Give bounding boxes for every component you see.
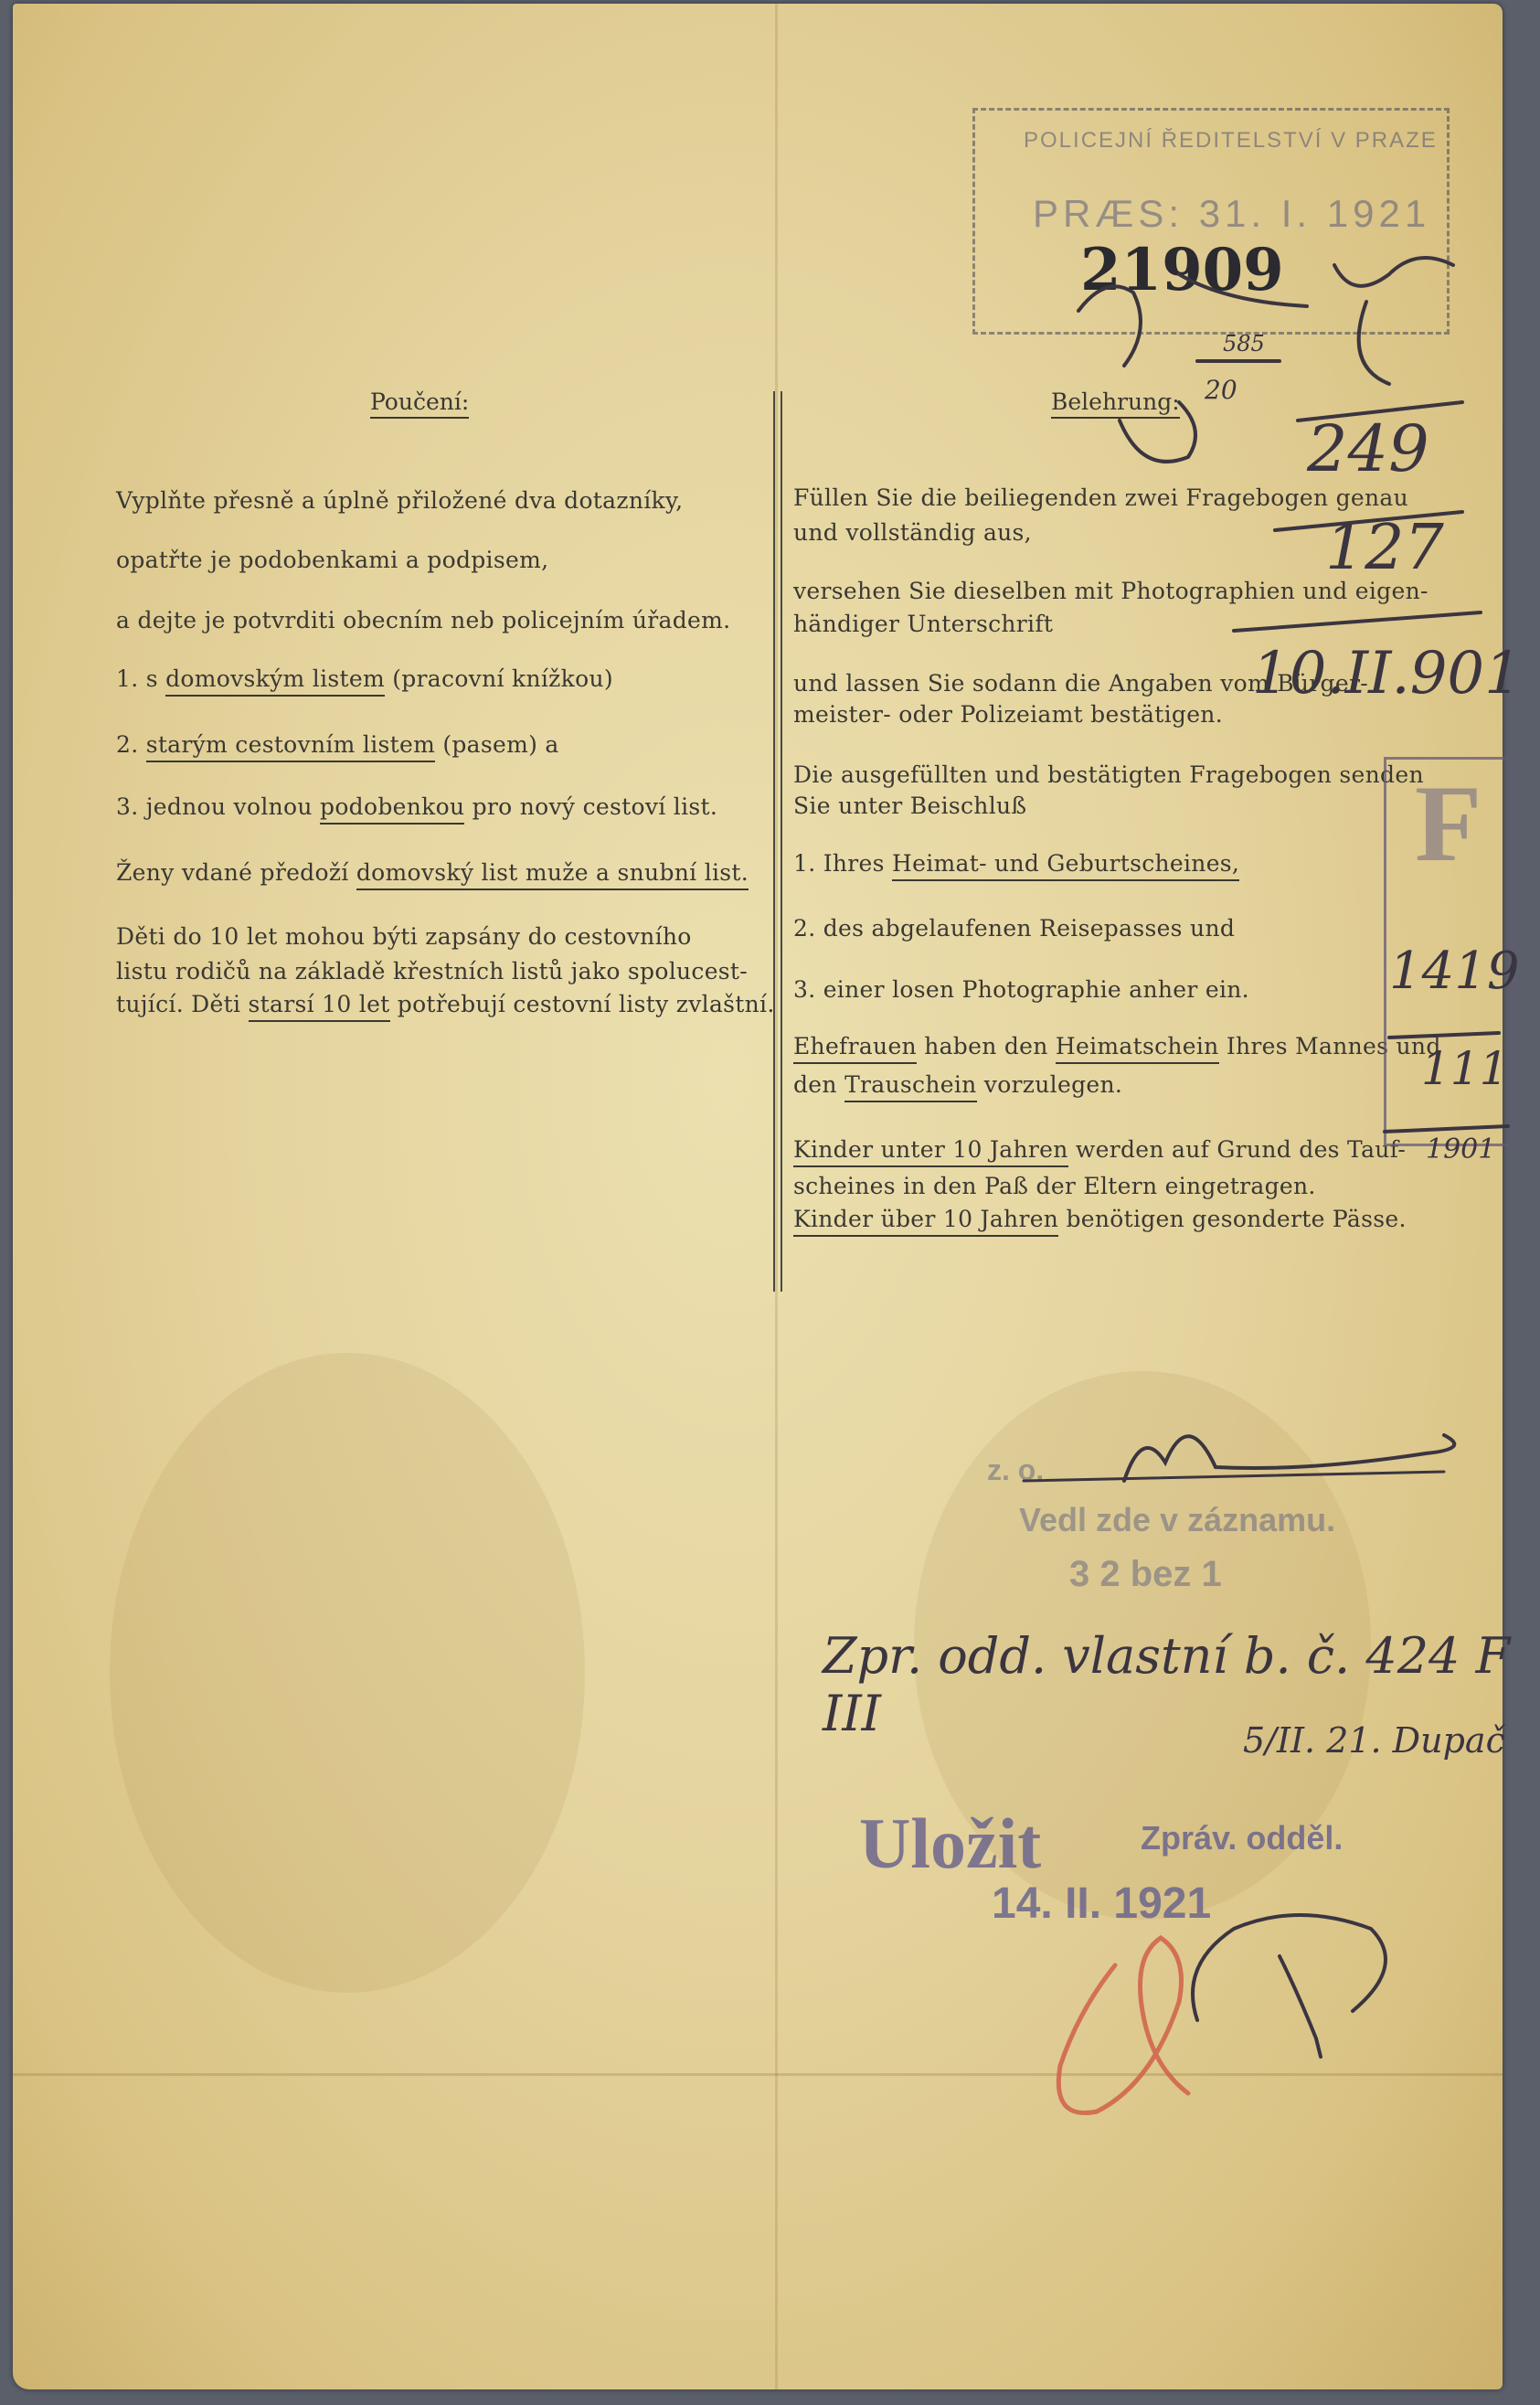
ulozit-department: Zpráv. odděl. [1141, 1819, 1344, 1857]
registry-1419: 1419 [1389, 942, 1520, 1001]
right-paragraph-3b: meister- oder Polizeiamt bestätigen. [793, 701, 1223, 728]
stamp-vedeni-numbers: 3 2 bez 1 [1069, 1554, 1222, 1594]
ink-stroke [1120, 402, 1195, 462]
handwritten-note-2: 5/II. 21. Dupač [1243, 1720, 1505, 1761]
ulozit-stamp: Uložit [859, 1804, 1042, 1883]
right-heading: Belehrung: [1051, 388, 1180, 419]
ink-stroke [1078, 286, 1141, 366]
right-paragraph-4b: Sie unter Beischluß [793, 793, 1027, 819]
right-children-line-1: Kinder unter 10 Jahren werden auf Grund des Tauf- [793, 1136, 1406, 1163]
ink-stroke [1334, 258, 1453, 286]
left-paragraph-1: Vyplňte přesně a úplně přiložené dva dotazníky, [116, 487, 684, 514]
registry-111: 111 [1421, 1042, 1509, 1095]
left-item-2: 2. starým cestovním listem (pasem) a [116, 731, 559, 758]
right-item-3: 3. einer losen Photographie anher ein. [793, 976, 1249, 1003]
right-paragraph-1b: und vollständig aus, [793, 519, 1032, 546]
left-heading: Poučení: [370, 388, 469, 419]
left-item-1: 1. s domovským listem (pracovní knížkou) [116, 665, 613, 692]
right-paragraph-2b: händiger Unterschrift [793, 611, 1054, 637]
right-paragraph-4a: Die ausgefüllten und bestätigten Fragebogen senden [793, 761, 1424, 788]
stamp-date: PRÆS: 31. I. 1921 [1033, 192, 1431, 235]
right-paragraph-1a: Füllen Sie die beiliegenden zwei Fragebogen genau [793, 484, 1409, 511]
right-wives-line-2: den Trauschein vorzulegen. [793, 1071, 1122, 1098]
right-wives-line-1: Ehefrauen haben den Heimatschein Ihres Mannes und [793, 1033, 1441, 1059]
handwritten-note-1: Zpr. odd. vlastní b. č. 424 F III [823, 1627, 1511, 1742]
ink-stroke [1385, 1126, 1508, 1132]
left-paragraph-3: a dejte je potvrditi obecním neb policejním úřadem. [116, 607, 731, 633]
right-children-line-2: scheines in den Paß der Eltern eingetragen. [793, 1173, 1316, 1199]
ink-stroke [1359, 302, 1389, 384]
left-children-line-1: Děti do 10 let mohou býti zapsány do cestovního [116, 923, 692, 950]
left-paragraph-2: opatřte je podobenkami a podpisem, [116, 547, 549, 573]
code-249: 249 [1307, 411, 1429, 486]
registry-1901: 1901 [1426, 1133, 1496, 1165]
registry-letter: F [1415, 762, 1482, 884]
right-item-1: 1. Ihres Heimat- und Geburtscheines, [793, 850, 1239, 877]
ulozit-date: 14. II. 1921 [992, 1879, 1212, 1928]
left-children-line-2: listu rodičů na základě křestních listů jako spolucest- [116, 958, 749, 984]
left-item-3: 3. jednou volnou podobenkou pro nový cestoví list. [116, 793, 717, 820]
right-item-2: 2. des abgelaufenen Reisepasses und [793, 915, 1236, 942]
fraction-bottom: 20 [1205, 375, 1237, 405]
right-paragraph-2a: versehen Sie dieselben mit Photographien und eigen- [793, 578, 1428, 604]
red-pencil-mark [1058, 1938, 1188, 2112]
fraction-top: 585 [1223, 331, 1265, 356]
left-women-note: Ženy vdané předoží domovský list muže a snubní list. [116, 859, 749, 886]
stamp-zo: z. o. [987, 1453, 1045, 1486]
ink-stroke [1024, 1472, 1444, 1481]
left-children-line-3: tující. Děti starsí 10 let potřebují cestovní listy zvlaštní. [116, 991, 775, 1017]
ink-stroke [1179, 274, 1307, 306]
code-date: 10.II.901 [1252, 640, 1522, 708]
ink-stroke [1389, 1033, 1499, 1038]
code-127: 127 [1325, 512, 1444, 584]
right-children-line-3: Kinder über 10 Jahren benötigen gesonderte Pässe. [793, 1206, 1407, 1232]
stamp-vedeni: Vedl zde v záznamu. [1019, 1501, 1336, 1538]
ink-stroke [1275, 512, 1462, 530]
right-paragraph-3a: und lassen Sie sodann die Angaben vom Bürger- [793, 670, 1368, 697]
stamp-number: 21909 [1080, 236, 1284, 304]
ink-stroke [1280, 1956, 1321, 2057]
stamp-authority: POLICEJNÍ ŘEDITELSTVÍ V PRAZE [1024, 128, 1438, 153]
ink-stroke [1234, 612, 1481, 631]
ink-stroke [1298, 402, 1462, 420]
ink-signature [1193, 1915, 1386, 2020]
